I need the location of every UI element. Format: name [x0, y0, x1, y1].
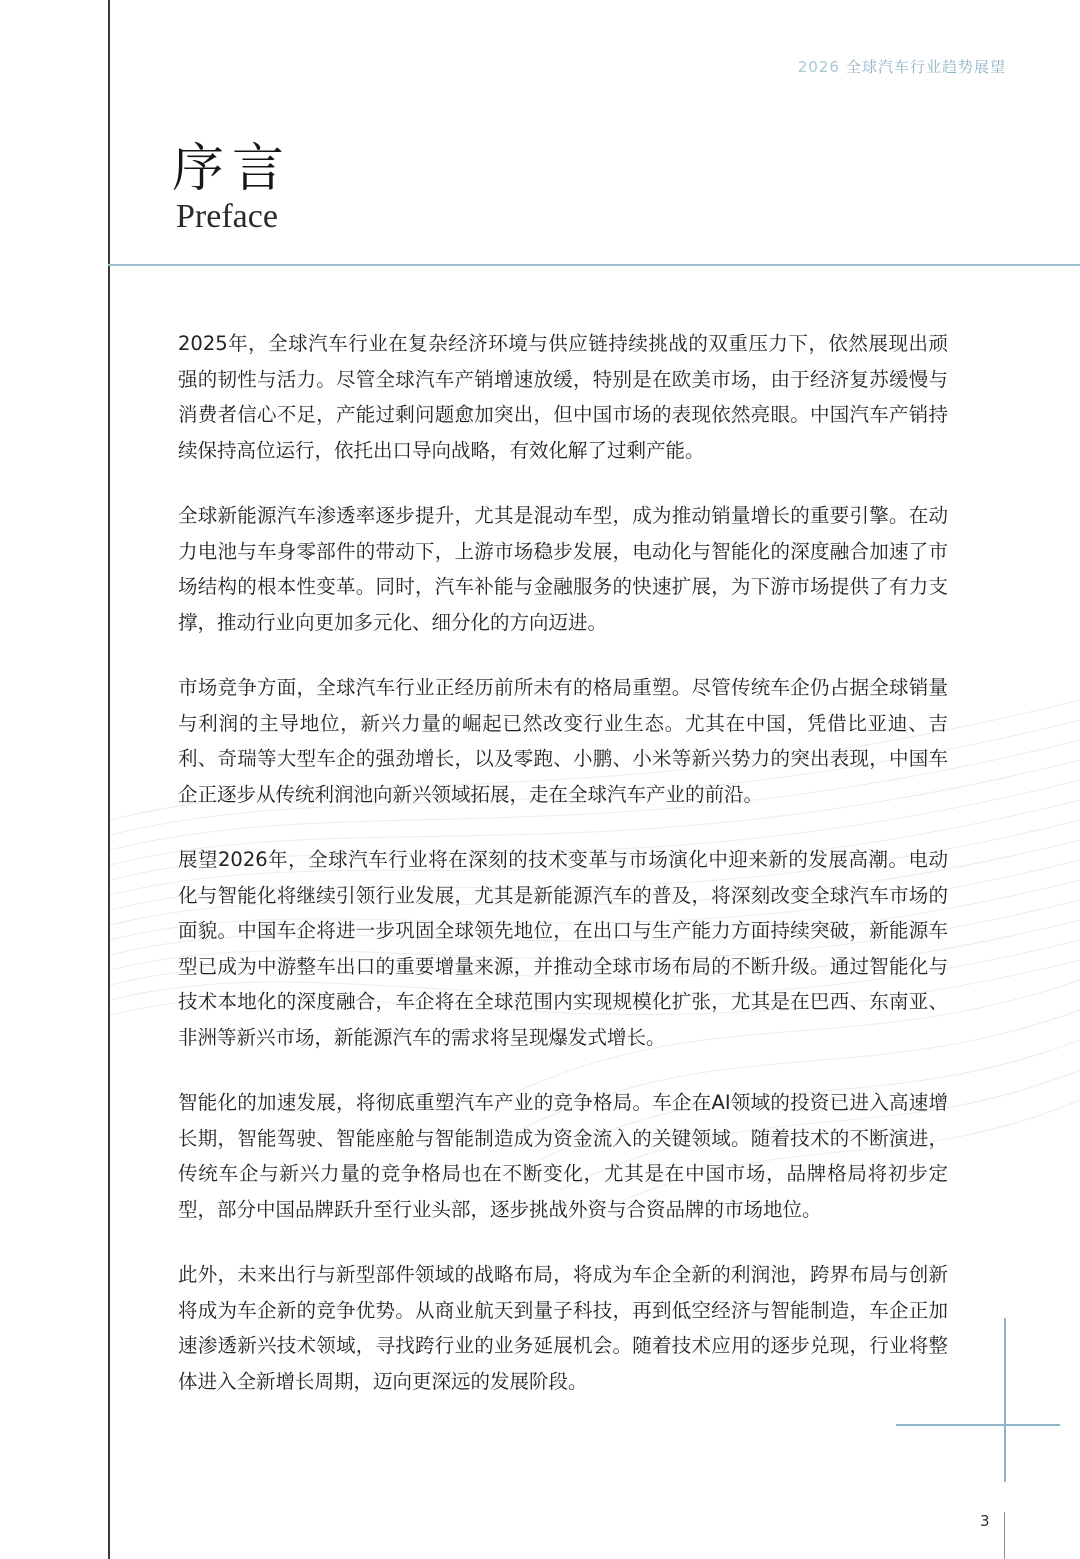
decorative-cross-vertical: [1004, 1318, 1006, 1482]
header-divider: [108, 264, 1080, 266]
paragraph-5: 智能化的加速发展，将彻底重塑汽车产业的竞争格局。车企在AI领域的投资已进入高速增长期，智能驾驶、智能座舱与智能制造成为资金流入的关键领域。随着技术的不断演进，传统车企与新兴力量的竞争格局也在不断变化，尤其是在中国市场，品牌格局将初步定型，部分中国品牌跃升至行业头部，逐步挑战外资与合资品牌的市场地位。: [178, 1091, 948, 1221]
section-title-chinese: 序言: [172, 139, 293, 199]
section-title-english: Preface: [176, 198, 278, 235]
paragraph-2: 全球新能源汽车渗透率逐步提升，尤其是混动车型，成为推动销量增长的重要引擎。在动力电池与车身零部件的带动下，上游市场稳步发展，电动化与智能化的深度融合加速了市场结构的根本性变革。同时，汽车补能与金融服务的快速扩展，为下游市场提供了有力支撑，推动行业向更加多元化、细分化的方向迈进。: [178, 504, 948, 634]
report-year: 2026: [797, 58, 840, 76]
page-number: 3: [980, 1512, 990, 1530]
report-title: 全球汽车行业趋势展望: [845, 58, 1006, 76]
preface-body: [178, 326, 948, 1429]
paragraph-1: 2025年，全球汽车行业在复杂经济环境与供应链持续挑战的双重压力下，依然展现出顽强的韧性与活力。尽管全球汽车产销增速放缓，特别是在欧美市场，由于经济复苏缓慢与消费者信心不足，产能过剩问题愈加突出，但中国市场的表现依然亮眼。中国汽车产销持续保持高位运行，依托出口导向战略，有效化解了过剩产能。: [178, 332, 948, 462]
paragraph-3: 市场竞争方面，全球汽车行业正经历前所未有的格局重塑。尽管传统车企仍占据全球销量与利润的主导地位，新兴力量的崛起已然改变行业生态。尤其在中国，凭借比亚迪、吉利、奇瑞等大型车企的强劲增长，以及零跑、小鹏、小米等新兴势力的突出表现，中国车企正逐步从传统利润池向新兴领域拓展，走在全球汽车产业的前沿。: [178, 676, 948, 806]
paragraph-4: 展望2026年，全球汽车行业将在深刻的技术变革与市场演化中迎来新的发展高潮。电动化与智能化将继续引领行业发展，尤其是新能源汽车的普及，将深刻改变全球汽车市场的面貌。中国车企将进一步巩固全球领先地位，在出口与生产能力方面持续突破，新能源车型已成为中游整车出口的重要增量来源，并推动全球市场布局的不断升级。通过智能化与技术本地化的深度融合，车企将在全球范围内实现规模化扩张，尤其是在巴西、东南亚、非洲等新兴市场，新能源汽车的需求将呈现爆发式增长。: [178, 848, 948, 1049]
paragraph-6: 此外，未来出行与新型部件领域的战略布局，将成为车企全新的利润池，跨界布局与创新将成为车企新的竞争优势。从商业航天到量子科技，再到低空经济与智能制造，车企正加速渗透新兴技术领域，寻找跨行业的业务延展机会。随着技术应用的逐步兑现，行业将整体进入全新增长周期，迈向更深远的发展阶段。: [178, 1263, 948, 1393]
decorative-cross-horizontal: [896, 1424, 1060, 1426]
page-number-rule: [1004, 1512, 1005, 1559]
left-margin-rule: [108, 0, 110, 1559]
report-header-label: [798, 56, 1006, 77]
